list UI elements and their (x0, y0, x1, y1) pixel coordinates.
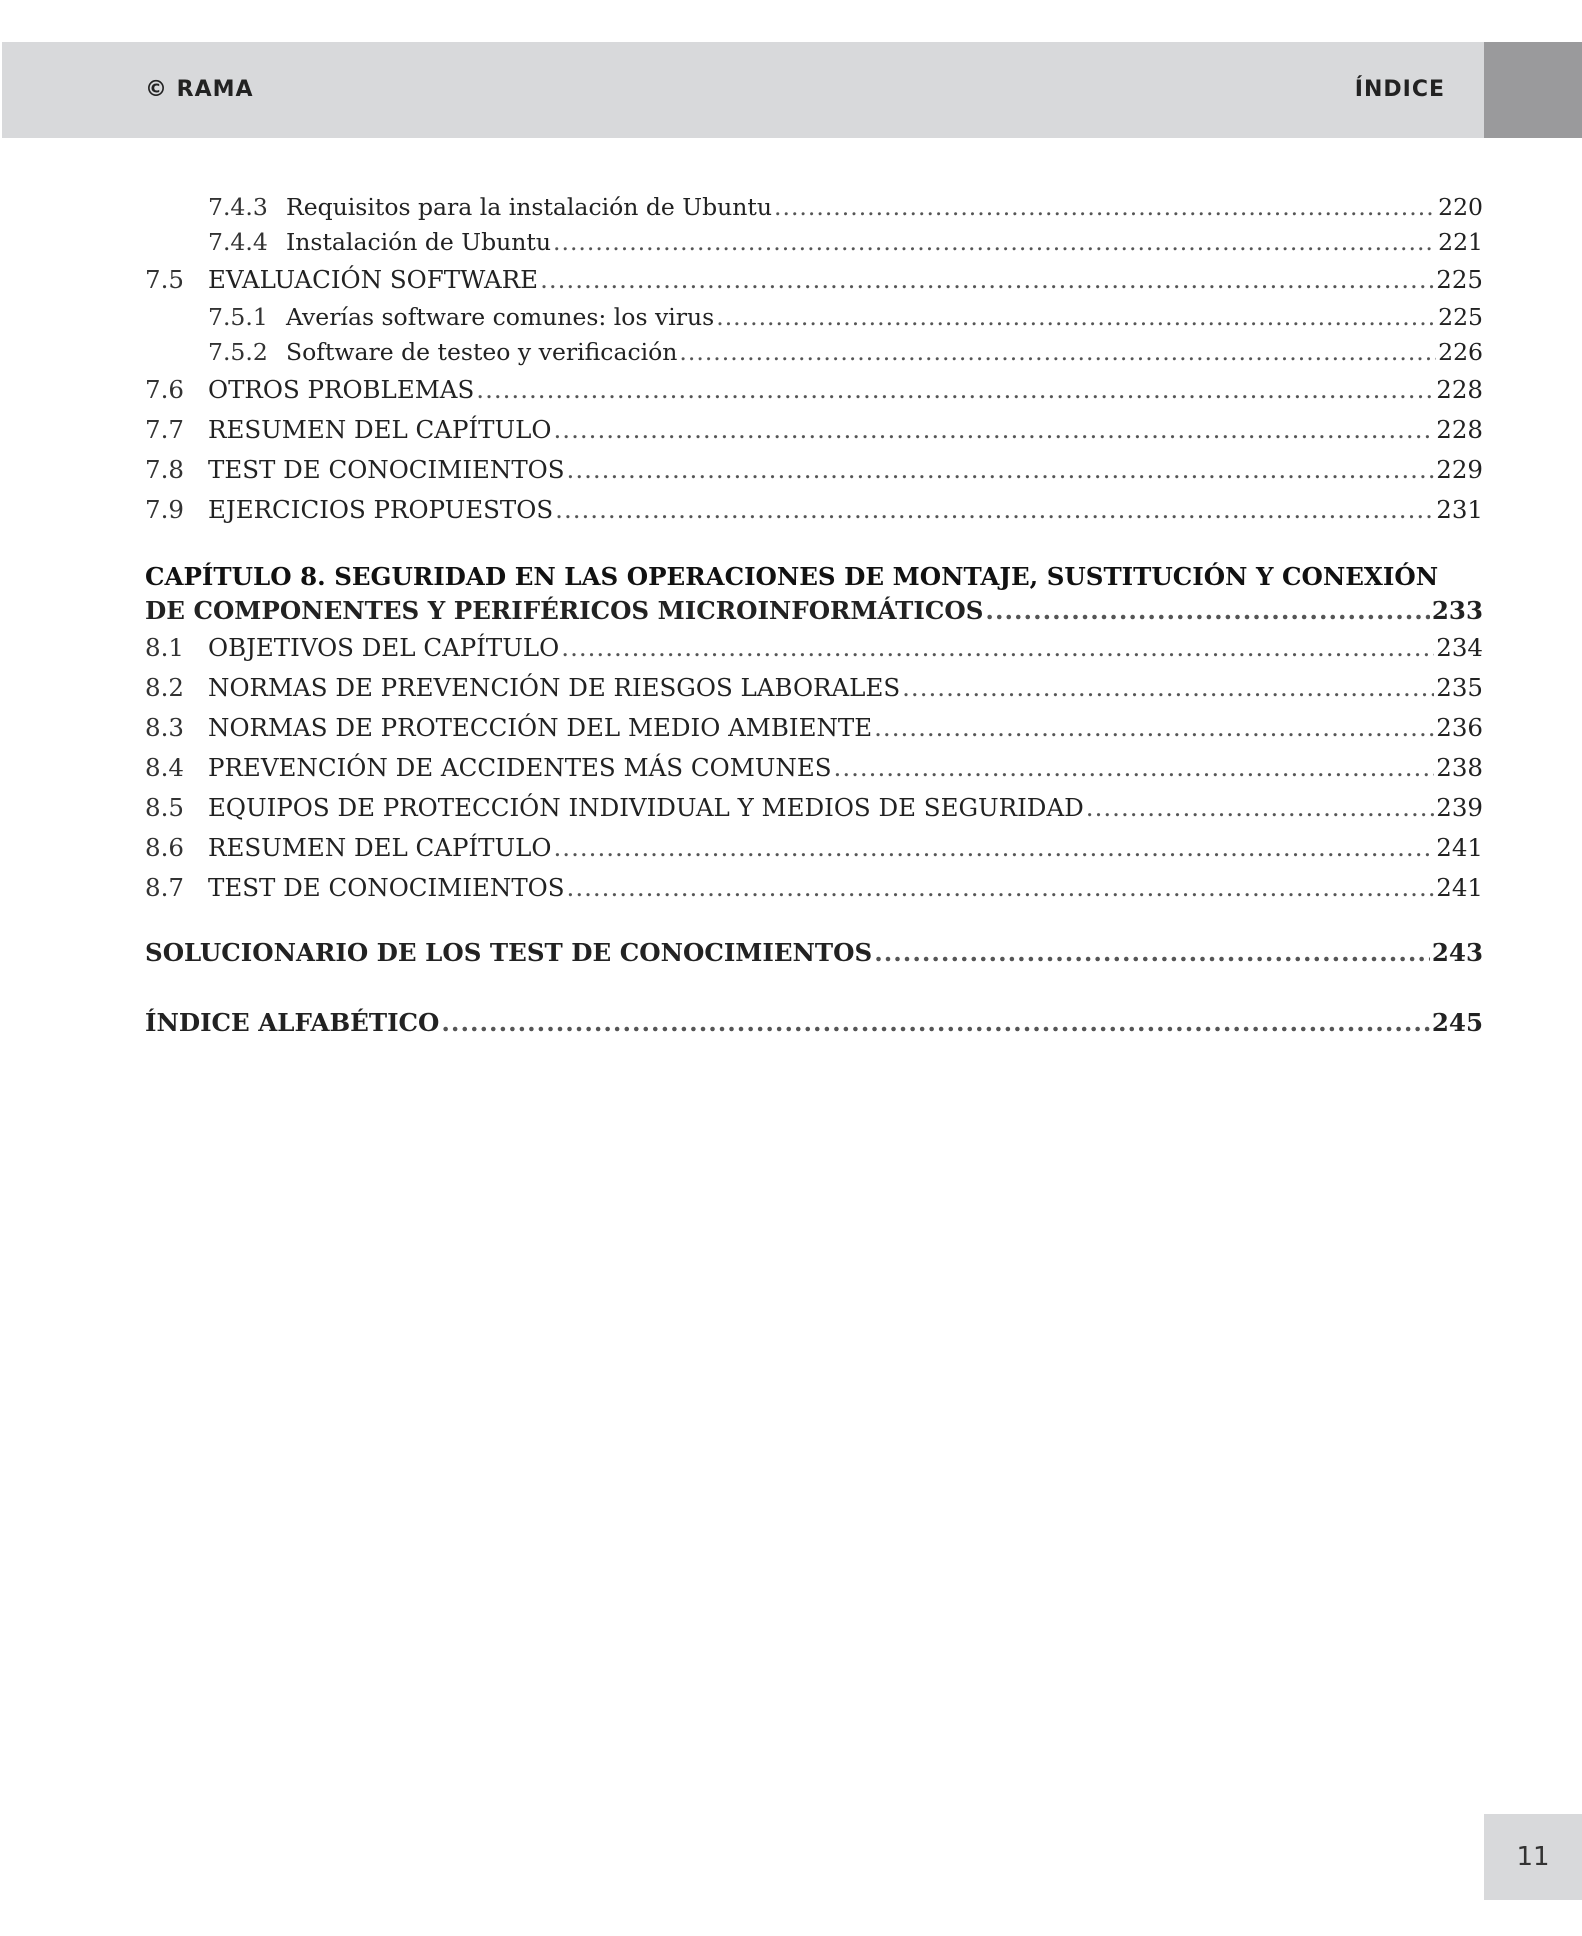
toc-entry[interactable] (145, 628, 1483, 668)
toc-entry-page: 239 (1436, 793, 1483, 822)
toc-entry[interactable] (145, 410, 1483, 450)
toc-entry[interactable] (145, 828, 1483, 868)
dot-leader (774, 190, 1436, 225)
toc-entry[interactable] (145, 708, 1483, 748)
toc-entry-page: 220 (1438, 193, 1483, 221)
toc-entry-number: 7.6 (145, 375, 184, 404)
toc-entry-title: TEST DE CONOCIMIENTOS (208, 455, 565, 484)
dot-leader (561, 628, 1434, 668)
toc-entry-page: 231 (1436, 495, 1483, 524)
toc-entry-page: 228 (1436, 415, 1483, 444)
dot-leader (874, 708, 1434, 748)
toc-entry[interactable] (145, 668, 1483, 708)
header-section-title: ÍNDICE (1354, 77, 1445, 102)
toc-entry-number: 8.2 (145, 673, 184, 702)
dot-leader (679, 335, 1436, 370)
dot-leader (554, 828, 1435, 868)
toc-entry-title: EQUIPOS DE PROTECCIÓN INDIVIDUAL Y MEDIOS DE SEGURIDAD (208, 793, 1084, 822)
toc-entry[interactable] (145, 260, 1483, 300)
toc-entry-number: 7.4.4 (208, 228, 268, 256)
toc-entry-title: Instalación de Ubuntu (286, 228, 552, 256)
header-copyright: © RAMA (145, 77, 254, 102)
chapter-8-title-line1: CAPÍTULO 8. SEGURIDAD EN LAS OPERACIONES DE MONTAJE, SUSTITUCIÓN Y CONEXIÓN (145, 562, 1439, 591)
toc-entry-page: 236 (1436, 713, 1483, 742)
toc-entry[interactable] (145, 868, 1483, 908)
toc-entry[interactable] (145, 335, 1483, 370)
dot-leader (554, 410, 1435, 450)
dot-leader (553, 225, 1436, 260)
solucionario-page: 243 (1431, 938, 1483, 967)
toc-entry-page: 234 (1436, 633, 1483, 662)
toc-entry[interactable] (145, 370, 1483, 410)
toc-entry-title: NORMAS DE PREVENCIÓN DE RIESGOS LABORALES (208, 673, 901, 702)
toc-entry-number: 8.3 (145, 713, 184, 742)
dot-leader (555, 490, 1434, 530)
toc-entry-title: OTROS PROBLEMAS (208, 375, 475, 404)
toc-entry-page: 226 (1438, 338, 1483, 366)
toc-entry-number: 7.9 (145, 495, 184, 524)
toc-entry-number: 8.4 (145, 753, 184, 782)
toc-entry-title: OBJETIVOS DEL CAPÍTULO (208, 633, 560, 662)
chapter-8-page: 233 (1431, 596, 1483, 625)
toc-entry-number: 8.1 (145, 633, 184, 662)
toc-entry-number: 7.5.1 (208, 303, 268, 331)
toc-entry-number: 7.4.3 (208, 193, 268, 221)
toc-entry[interactable] (145, 788, 1483, 828)
dot-leader (834, 748, 1435, 788)
dot-leader (1086, 788, 1434, 828)
table-of-contents (145, 190, 1483, 1040)
toc-entry-page: 228 (1436, 375, 1483, 404)
running-header (2, 42, 1582, 138)
dot-leader (567, 450, 1435, 490)
dot-leader (476, 370, 1434, 410)
page-number: 11 (1484, 1814, 1582, 1900)
toc-entry-number: 7.7 (145, 415, 184, 444)
toc-entry-page: 241 (1436, 833, 1483, 862)
toc-entry-title: Requisitos para la instalación de Ubuntu (286, 193, 772, 221)
toc-entry-title: Software de testeo y verificación (286, 338, 678, 366)
chapter-8-title-line2: DE COMPONENTES Y PERIFÉRICOS MICROINFORMÁTICOS (145, 596, 984, 625)
toc-entry-page: 225 (1436, 265, 1483, 294)
toc-chapter-8[interactable] (145, 560, 1483, 628)
toc-entry[interactable] (145, 490, 1483, 530)
toc-entry[interactable] (145, 748, 1483, 788)
toc-entry-title: TEST DE CONOCIMIENTOS (208, 873, 565, 902)
toc-entry-number: 8.5 (145, 793, 184, 822)
toc-chapter7-entries (145, 190, 1483, 530)
toc-entry-page: 238 (1436, 753, 1483, 782)
toc-entry-title: Averías software comunes: los virus (286, 303, 715, 331)
toc-entry-page: 241 (1436, 873, 1483, 902)
toc-entry-title: PREVENCIÓN DE ACCIDENTES MÁS COMUNES (208, 753, 832, 782)
header-tab (1484, 42, 1582, 138)
toc-entry-title: EVALUACIÓN SOFTWARE (208, 265, 539, 294)
toc-entry-page: 235 (1436, 673, 1483, 702)
toc-entry[interactable] (145, 190, 1483, 225)
toc-entry-number: 8.7 (145, 873, 184, 902)
toc-chapter8-entries (145, 628, 1483, 908)
toc-entry-number: 8.6 (145, 833, 184, 862)
dot-leader (441, 1006, 1429, 1040)
toc-entry-title: NORMAS DE PROTECCIÓN DEL MEDIO AMBIENTE (208, 713, 873, 742)
dot-leader (540, 260, 1434, 300)
dot-leader (985, 594, 1429, 628)
dot-leader (716, 300, 1436, 335)
toc-entry-page: 221 (1438, 228, 1483, 256)
toc-entry-page: 229 (1436, 455, 1483, 484)
solucionario-title: SOLUCIONARIO DE LOS TEST DE CONOCIMIENTOS (145, 938, 873, 967)
dot-leader (874, 936, 1430, 970)
toc-entry-number: 7.5 (145, 265, 184, 294)
toc-indice-alfabetico[interactable] (145, 1006, 1483, 1040)
indice-page: 245 (1431, 1008, 1483, 1037)
indice-title: ÍNDICE ALFABÉTICO (145, 1008, 440, 1037)
toc-entry[interactable] (145, 225, 1483, 260)
toc-entry-title: EJERCICIOS PROPUESTOS (208, 495, 554, 524)
toc-entry-number: 7.5.2 (208, 338, 268, 366)
toc-entry-number: 7.8 (145, 455, 184, 484)
toc-entry-title: RESUMEN DEL CAPÍTULO (208, 833, 552, 862)
toc-entry-title: RESUMEN DEL CAPÍTULO (208, 415, 552, 444)
dot-leader (902, 668, 1434, 708)
toc-entry-page: 225 (1438, 303, 1483, 331)
toc-entry[interactable] (145, 300, 1483, 335)
toc-solucionario[interactable] (145, 936, 1483, 970)
dot-leader (567, 868, 1435, 908)
toc-entry[interactable] (145, 450, 1483, 490)
